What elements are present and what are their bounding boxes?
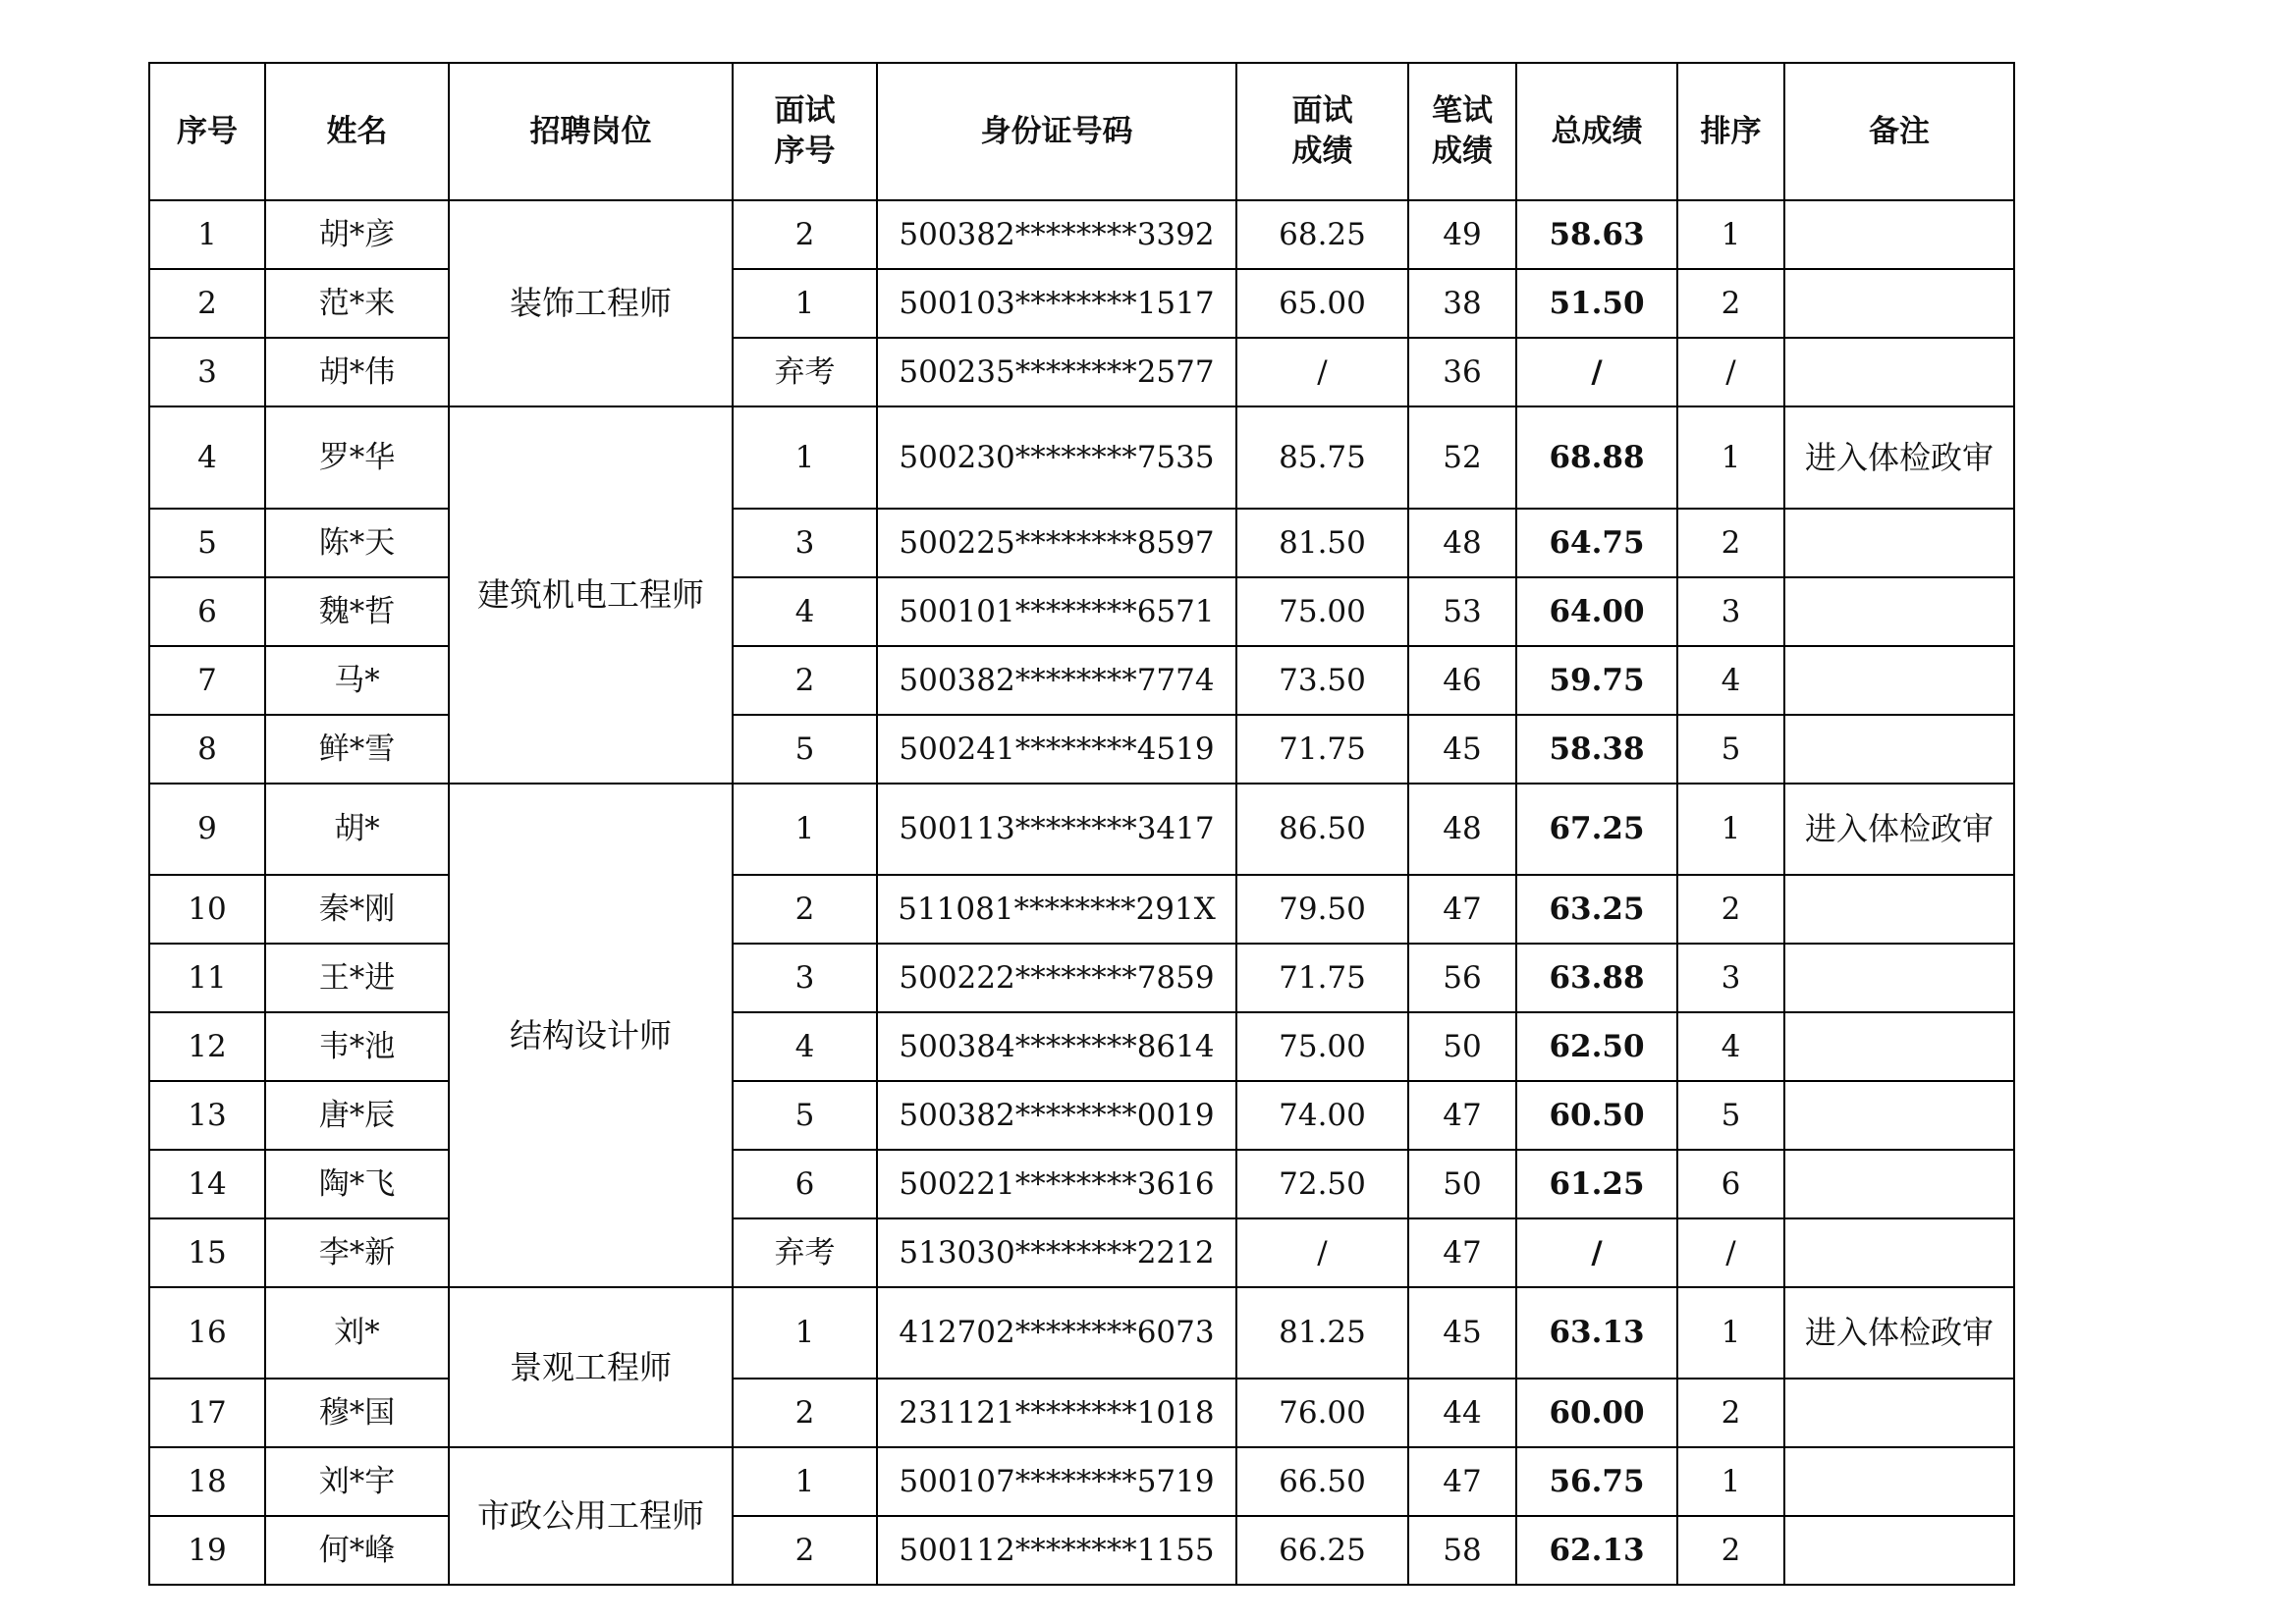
cell-id-number: 500382********7774 (877, 646, 1236, 715)
cell-rank: 1 (1677, 1447, 1784, 1516)
cell-total: 63.88 (1516, 944, 1677, 1012)
cell-interview-score: 71.75 (1236, 715, 1408, 784)
cell-interview-order: 6 (733, 1150, 877, 1218)
cell-note (1784, 1218, 2014, 1287)
cell-interview-score: 75.00 (1236, 1012, 1408, 1081)
cell-written-score: 38 (1408, 269, 1516, 338)
cell-index: 11 (149, 944, 265, 1012)
cell-interview-score: 85.75 (1236, 406, 1408, 509)
cell-index: 13 (149, 1081, 265, 1150)
cell-index: 1 (149, 200, 265, 269)
cell-total: 64.00 (1516, 577, 1677, 646)
cell-interview-order: 3 (733, 944, 877, 1012)
cell-note: 进入体检政审 (1784, 406, 2014, 509)
cell-index: 4 (149, 406, 265, 509)
cell-interview-score: 66.25 (1236, 1516, 1408, 1585)
cell-id-number: 500222********7859 (877, 944, 1236, 1012)
cell-id-number: 500112********1155 (877, 1516, 1236, 1585)
cell-name: 穆*国 (265, 1379, 449, 1447)
cell-name: 陈*天 (265, 509, 449, 577)
cell-name: 刘* (265, 1287, 449, 1379)
cell-written-score: 44 (1408, 1379, 1516, 1447)
header-interview-order: 面试 序号 (733, 63, 877, 200)
table-row (149, 406, 2014, 509)
cell-written-score: 48 (1408, 784, 1516, 875)
cell-rank: 2 (1677, 1379, 1784, 1447)
table-row (149, 509, 2014, 577)
cell-interview-score: 71.75 (1236, 944, 1408, 1012)
cell-name: 刘*宇 (265, 1447, 449, 1516)
cell-written-score: 53 (1408, 577, 1516, 646)
cell-index: 17 (149, 1379, 265, 1447)
cell-name: 胡*彦 (265, 200, 449, 269)
cell-written-score: 47 (1408, 1447, 1516, 1516)
table-row (149, 875, 2014, 944)
table-row (149, 1447, 2014, 1516)
cell-post: 市政公用工程师 (449, 1447, 733, 1585)
cell-name: 秦*刚 (265, 875, 449, 944)
cell-written-score: 47 (1408, 875, 1516, 944)
cell-index: 16 (149, 1287, 265, 1379)
cell-total: 51.50 (1516, 269, 1677, 338)
cell-name: 韦*池 (265, 1012, 449, 1081)
cell-interview-score: 73.50 (1236, 646, 1408, 715)
header-name: 姓名 (265, 63, 449, 200)
cell-id-number: 500221********3616 (877, 1150, 1236, 1218)
table-row (149, 1081, 2014, 1150)
cell-written-score: 49 (1408, 200, 1516, 269)
table-row (149, 577, 2014, 646)
cell-interview-score: 74.00 (1236, 1081, 1408, 1150)
cell-interview-order: 2 (733, 1516, 877, 1585)
cell-index: 3 (149, 338, 265, 406)
cell-id-number: 412702********6073 (877, 1287, 1236, 1379)
cell-note (1784, 1379, 2014, 1447)
cell-interview-order: 4 (733, 577, 877, 646)
cell-interview-order: 弃考 (733, 338, 877, 406)
cell-note (1784, 509, 2014, 577)
cell-written-score: 47 (1408, 1081, 1516, 1150)
table-body (149, 200, 2014, 1585)
cell-name: 鲜*雪 (265, 715, 449, 784)
cell-index: 9 (149, 784, 265, 875)
cell-name: 马* (265, 646, 449, 715)
cell-interview-order: 3 (733, 509, 877, 577)
table-row (149, 1287, 2014, 1379)
cell-name: 范*来 (265, 269, 449, 338)
cell-interview-score: / (1236, 338, 1408, 406)
cell-index: 18 (149, 1447, 265, 1516)
cell-rank: 2 (1677, 509, 1784, 577)
cell-written-score: 56 (1408, 944, 1516, 1012)
header-row (149, 63, 2014, 200)
cell-note (1784, 1516, 2014, 1585)
cell-id-number: 500113********3417 (877, 784, 1236, 875)
cell-interview-score: 75.00 (1236, 577, 1408, 646)
cell-total: 58.63 (1516, 200, 1677, 269)
cell-name: 胡*伟 (265, 338, 449, 406)
cell-post: 结构设计师 (449, 784, 733, 1287)
header-interview-score: 面试 成绩 (1236, 63, 1408, 200)
cell-total: 56.75 (1516, 1447, 1677, 1516)
cell-index: 14 (149, 1150, 265, 1218)
cell-name: 魏*哲 (265, 577, 449, 646)
cell-rank: / (1677, 1218, 1784, 1287)
header-index: 序号 (149, 63, 265, 200)
table-row (149, 944, 2014, 1012)
cell-rank: 1 (1677, 200, 1784, 269)
cell-total: 64.75 (1516, 509, 1677, 577)
cell-note (1784, 944, 2014, 1012)
cell-id-number: 511081********291X (877, 875, 1236, 944)
cell-id-number: 500382********0019 (877, 1081, 1236, 1150)
cell-index: 6 (149, 577, 265, 646)
cell-interview-score: 66.50 (1236, 1447, 1408, 1516)
cell-written-score: 45 (1408, 715, 1516, 784)
cell-total: 61.25 (1516, 1150, 1677, 1218)
cell-interview-score: 81.25 (1236, 1287, 1408, 1379)
table-row (149, 1012, 2014, 1081)
cell-id-number: 500384********8614 (877, 1012, 1236, 1081)
table-row (149, 784, 2014, 875)
cell-written-score: 36 (1408, 338, 1516, 406)
cell-written-score: 58 (1408, 1516, 1516, 1585)
table-row (149, 338, 2014, 406)
header-note: 备注 (1784, 63, 2014, 200)
cell-rank: 4 (1677, 646, 1784, 715)
cell-id-number: 500382********3392 (877, 200, 1236, 269)
cell-rank: / (1677, 338, 1784, 406)
cell-interview-score: 76.00 (1236, 1379, 1408, 1447)
cell-interview-score: 68.25 (1236, 200, 1408, 269)
cell-total: 67.25 (1516, 784, 1677, 875)
cell-total: / (1516, 1218, 1677, 1287)
cell-written-score: 50 (1408, 1150, 1516, 1218)
cell-interview-order: 1 (733, 406, 877, 509)
header-written-score: 笔试 成绩 (1408, 63, 1516, 200)
cell-id-number: 513030********2212 (877, 1218, 1236, 1287)
cell-interview-order: 4 (733, 1012, 877, 1081)
table-row (149, 715, 2014, 784)
cell-rank: 1 (1677, 1287, 1784, 1379)
cell-note (1784, 1081, 2014, 1150)
table-row (149, 646, 2014, 715)
cell-rank: 2 (1677, 1516, 1784, 1585)
cell-name: 陶*飞 (265, 1150, 449, 1218)
cell-index: 8 (149, 715, 265, 784)
cell-interview-order: 1 (733, 1447, 877, 1516)
cell-id-number: 500235********2577 (877, 338, 1236, 406)
cell-note (1784, 1150, 2014, 1218)
cell-post: 建筑机电工程师 (449, 406, 733, 784)
cell-index: 2 (149, 269, 265, 338)
cell-total: 68.88 (1516, 406, 1677, 509)
table-row (149, 1218, 2014, 1287)
cell-index: 10 (149, 875, 265, 944)
cell-note: 进入体检政审 (1784, 1287, 2014, 1379)
cell-note (1784, 577, 2014, 646)
cell-note (1784, 338, 2014, 406)
cell-note (1784, 1447, 2014, 1516)
cell-rank: 2 (1677, 269, 1784, 338)
cell-total: 60.00 (1516, 1379, 1677, 1447)
cell-name: 唐*辰 (265, 1081, 449, 1150)
cell-rank: 3 (1677, 577, 1784, 646)
cell-name: 罗*华 (265, 406, 449, 509)
cell-note (1784, 875, 2014, 944)
cell-rank: 1 (1677, 406, 1784, 509)
cell-note (1784, 269, 2014, 338)
cell-index: 19 (149, 1516, 265, 1585)
header-id-number: 身份证号码 (877, 63, 1236, 200)
cell-interview-score: 72.50 (1236, 1150, 1408, 1218)
cell-total: 63.13 (1516, 1287, 1677, 1379)
cell-note (1784, 715, 2014, 784)
cell-interview-score: 65.00 (1236, 269, 1408, 338)
header-post: 招聘岗位 (449, 63, 733, 200)
table-row (149, 1379, 2014, 1447)
cell-index: 7 (149, 646, 265, 715)
cell-id-number: 500225********8597 (877, 509, 1236, 577)
header-total: 总成绩 (1516, 63, 1677, 200)
cell-id-number: 231121********1018 (877, 1379, 1236, 1447)
cell-interview-order: 2 (733, 1379, 877, 1447)
cell-written-score: 52 (1408, 406, 1516, 509)
cell-id-number: 500107********5719 (877, 1447, 1236, 1516)
cell-note (1784, 1012, 2014, 1081)
cell-rank: 3 (1677, 944, 1784, 1012)
cell-note: 进入体检政审 (1784, 784, 2014, 875)
cell-id-number: 500103********1517 (877, 269, 1236, 338)
table-row (149, 269, 2014, 338)
cell-interview-score: / (1236, 1218, 1408, 1287)
cell-note (1784, 200, 2014, 269)
cell-interview-order: 1 (733, 1287, 877, 1379)
cell-rank: 2 (1677, 875, 1784, 944)
cell-index: 12 (149, 1012, 265, 1081)
cell-interview-order: 1 (733, 784, 877, 875)
cell-interview-score: 86.50 (1236, 784, 1408, 875)
cell-id-number: 500230********7535 (877, 406, 1236, 509)
cell-index: 5 (149, 509, 265, 577)
cell-interview-order: 弃考 (733, 1218, 877, 1287)
cell-written-score: 46 (1408, 646, 1516, 715)
header-rank: 排序 (1677, 63, 1784, 200)
cell-written-score: 48 (1408, 509, 1516, 577)
cell-total: 59.75 (1516, 646, 1677, 715)
cell-written-score: 45 (1408, 1287, 1516, 1379)
table-row (149, 1516, 2014, 1585)
cell-interview-order: 2 (733, 646, 877, 715)
cell-total: 62.13 (1516, 1516, 1677, 1585)
cell-interview-order: 2 (733, 875, 877, 944)
cell-rank: 1 (1677, 784, 1784, 875)
cell-total: 62.50 (1516, 1012, 1677, 1081)
cell-rank: 5 (1677, 1081, 1784, 1150)
cell-interview-order: 2 (733, 200, 877, 269)
table-row (149, 1150, 2014, 1218)
cell-id-number: 500101********6571 (877, 577, 1236, 646)
cell-total: 58.38 (1516, 715, 1677, 784)
cell-name: 胡* (265, 784, 449, 875)
cell-total: / (1516, 338, 1677, 406)
cell-interview-order: 1 (733, 269, 877, 338)
cell-written-score: 50 (1408, 1012, 1516, 1081)
cell-post: 景观工程师 (449, 1287, 733, 1447)
cell-total: 63.25 (1516, 875, 1677, 944)
cell-rank: 4 (1677, 1012, 1784, 1081)
cell-interview-score: 79.50 (1236, 875, 1408, 944)
table-row (149, 200, 2014, 269)
cell-note (1784, 646, 2014, 715)
cell-name: 李*新 (265, 1218, 449, 1287)
cell-interview-order: 5 (733, 1081, 877, 1150)
cell-post: 装饰工程师 (449, 200, 733, 406)
cell-total: 60.50 (1516, 1081, 1677, 1150)
cell-written-score: 47 (1408, 1218, 1516, 1287)
cell-rank: 6 (1677, 1150, 1784, 1218)
cell-id-number: 500241********4519 (877, 715, 1236, 784)
score-table (148, 62, 2015, 1586)
cell-interview-order: 5 (733, 715, 877, 784)
cell-name: 何*峰 (265, 1516, 449, 1585)
cell-rank: 5 (1677, 715, 1784, 784)
cell-interview-score: 81.50 (1236, 509, 1408, 577)
cell-index: 15 (149, 1218, 265, 1287)
cell-name: 王*进 (265, 944, 449, 1012)
